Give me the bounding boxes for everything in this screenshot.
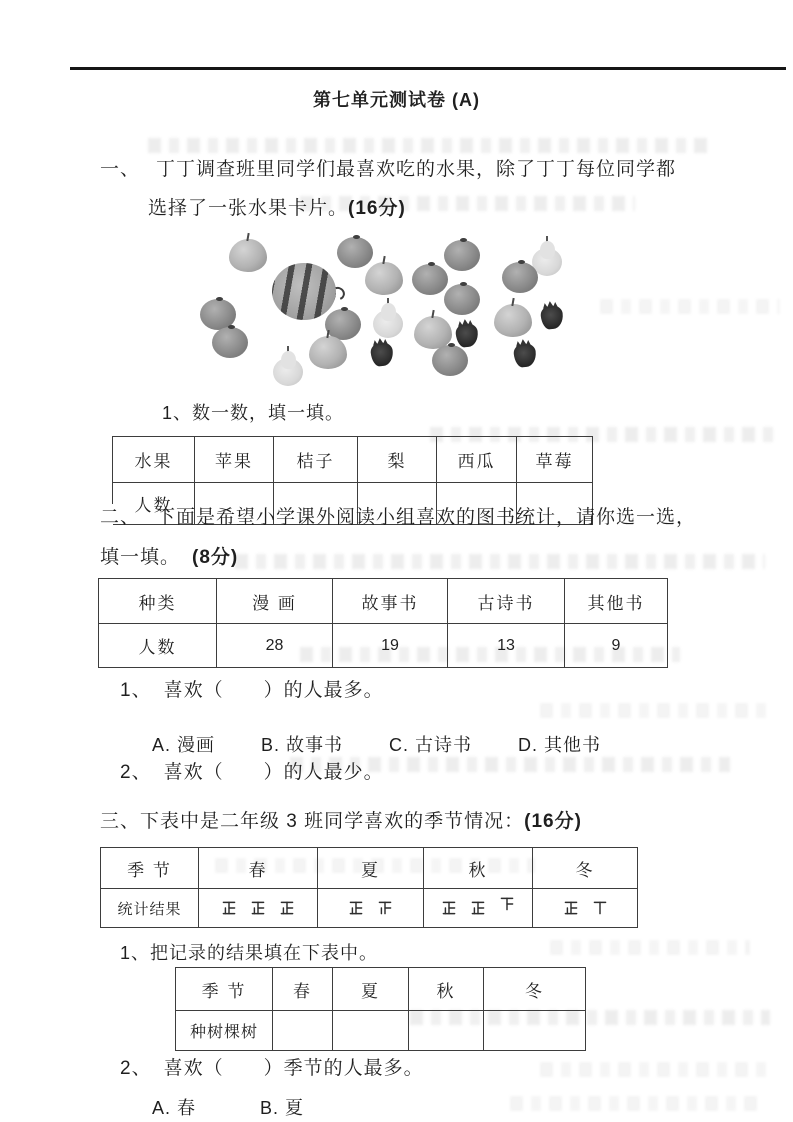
table-header-cell: 秋 [409, 968, 484, 1011]
value-cell: 9 [565, 624, 668, 668]
table-header-cell: 季 节 [101, 848, 199, 889]
tally-mark-5-strokes [563, 900, 579, 916]
table-header-cell: 故事书 [333, 579, 448, 624]
table-header-cell: 种类 [99, 579, 217, 624]
question-3-score: (16分) [524, 811, 582, 832]
question-2-line2: 填一填。 (8分) [100, 547, 239, 568]
fruit-tangerine [502, 262, 538, 293]
fruit-tangerine [337, 237, 373, 268]
table-header-cell: 其他书 [565, 579, 668, 624]
fruit-apple [414, 316, 452, 349]
table-header-cell: 春 [199, 848, 318, 889]
question-2-score: (8分) [192, 547, 239, 568]
table-row [113, 437, 593, 483]
option-d: D. 其他书 [518, 735, 602, 755]
subquestion-2-1: 1、 喜欢（ ）的人最多。 [120, 680, 384, 701]
fruit-strawberry [370, 342, 394, 367]
question-1-number: 一、 [100, 159, 141, 180]
answer-cell-empty [333, 1011, 409, 1051]
option-b: B. 故事书 [261, 735, 344, 755]
subquestion-1-1-label: 1、数一数，填一填。 [162, 403, 345, 423]
season-fill-table [175, 967, 586, 1051]
row-label-cell: 种树棵树 [176, 1011, 273, 1051]
fruit-pear [273, 346, 303, 386]
question-1-line1 [100, 157, 676, 182]
fruit-apple [365, 262, 403, 295]
season-tally-table [100, 847, 638, 928]
fruit-apple [309, 336, 347, 369]
tally-mark-5-strokes [348, 900, 364, 916]
fruit-strawberry [540, 305, 564, 330]
tally-mark-5-strokes [279, 900, 295, 916]
fruit-apple [229, 239, 267, 272]
tally-mark-3-strokes [499, 896, 515, 912]
subquestion-2-2: 2、 喜欢（ ）的人最少。 [120, 762, 384, 783]
fruit-pear [373, 298, 403, 338]
fruit-pear [532, 236, 562, 276]
tally-mark-5-strokes [441, 900, 457, 916]
table-header-cell: 冬 [533, 848, 638, 889]
fruit-tangerine [412, 264, 448, 295]
value-cell: 19 [333, 624, 448, 668]
question-1-text: 丁丁调查班里同学们最喜欢吃的水果，除了丁丁每位同学都 [156, 159, 677, 180]
fruit-count-table [112, 436, 593, 515]
table-header-cell: 古诗书 [448, 579, 565, 624]
tally-mark-5-strokes [250, 900, 266, 916]
subquestion-3-1-label: 1、把记录的结果填在下表中。 [120, 943, 379, 963]
fruit-strawberry [455, 323, 479, 348]
table-row [99, 624, 668, 668]
question-1-score: (16分) [348, 198, 406, 219]
question-2-number: 二、 [100, 507, 141, 528]
bleedthrough-artifact [510, 1096, 765, 1111]
answer-cell-empty [409, 1011, 484, 1051]
fruit-watermelon [272, 263, 336, 320]
table-header-cell: 水果 [113, 437, 195, 483]
table-row [176, 1011, 586, 1051]
question-3-heading: 三、下表中是二年级 3 班同学喜欢的季节情况： (16分) [100, 811, 582, 832]
table-header-cell: 梨 [358, 437, 437, 483]
subquestion-3-2: 2、 喜欢（ ）季节的人最多。 [120, 1058, 424, 1079]
tally-mark-5-strokes [221, 900, 237, 916]
answer-cell-empty [484, 1011, 586, 1051]
tally-cell-autumn [424, 889, 533, 928]
table-header-cell: 秋 [424, 848, 533, 889]
row-label-cell: 人数 [113, 483, 195, 525]
fruit-tangerine [444, 240, 480, 271]
table-header-cell: 桔子 [274, 437, 358, 483]
value-cell: 13 [448, 624, 565, 668]
fruit-tangerine [212, 327, 248, 358]
option-c: C. 古诗书 [389, 735, 473, 755]
table-row-clipped [113, 483, 593, 515]
table-header-cell: 夏 [333, 968, 409, 1011]
tally-cell-summer [318, 889, 424, 928]
table-row [99, 579, 668, 624]
table-header-cell: 冬 [484, 968, 586, 1011]
tally-cell-winter [533, 889, 638, 928]
table-header-cell: 草莓 [517, 437, 593, 483]
book-survey-table [98, 578, 668, 668]
subquestion-3-2-options [152, 1094, 304, 1120]
value-cell: 28 [217, 624, 333, 668]
table-header-cell: 西瓜 [437, 437, 517, 483]
table-header-cell: 春 [273, 968, 333, 1011]
tally-mark-5-strokes [470, 900, 486, 916]
tally-mark-4-strokes [377, 900, 393, 916]
header-rule [70, 67, 786, 70]
page-title: 第七单元测试卷 (A) [313, 90, 480, 110]
subquestion-2-1-options [152, 731, 601, 757]
tally-mark-2-strokes [592, 900, 608, 916]
table-row [101, 848, 638, 889]
option-a: A. 漫画 [152, 735, 216, 755]
table-header-cell: 季 节 [176, 968, 273, 1011]
fruit-apple [494, 304, 532, 337]
table-header-cell: 漫 画 [217, 579, 333, 624]
table-header-cell: 苹果 [195, 437, 274, 483]
bleedthrough-artifact [550, 940, 750, 955]
question-1-line2: 选择了一张水果卡片。 (16分) [148, 198, 406, 219]
row-label-cell: 统计结果 [101, 889, 199, 928]
table-header-cell: 夏 [318, 848, 424, 889]
answer-cell-empty [273, 1011, 333, 1051]
table-row [101, 889, 638, 928]
option-b: B. 夏 [260, 1098, 305, 1118]
question-2-text: 下面是希望小学课外阅读小组喜欢的图书统计，请你选一选， [156, 507, 697, 528]
tally-cell-spring [199, 889, 318, 928]
option-a: A. 春 [152, 1098, 197, 1118]
bleedthrough-artifact [540, 1062, 770, 1077]
fruit-tangerine [444, 284, 480, 315]
bleedthrough-artifact [148, 138, 708, 153]
bleedthrough-artifact [600, 299, 780, 314]
row-label-cell: 人数 [99, 624, 217, 668]
question-2-line1 [100, 505, 696, 530]
fruit-strawberry [513, 343, 537, 368]
fruit-tangerine [432, 345, 468, 376]
bleedthrough-artifact [235, 554, 765, 569]
bleedthrough-artifact [540, 703, 770, 718]
fruits-illustration [180, 236, 620, 398]
table-row [176, 968, 586, 1011]
